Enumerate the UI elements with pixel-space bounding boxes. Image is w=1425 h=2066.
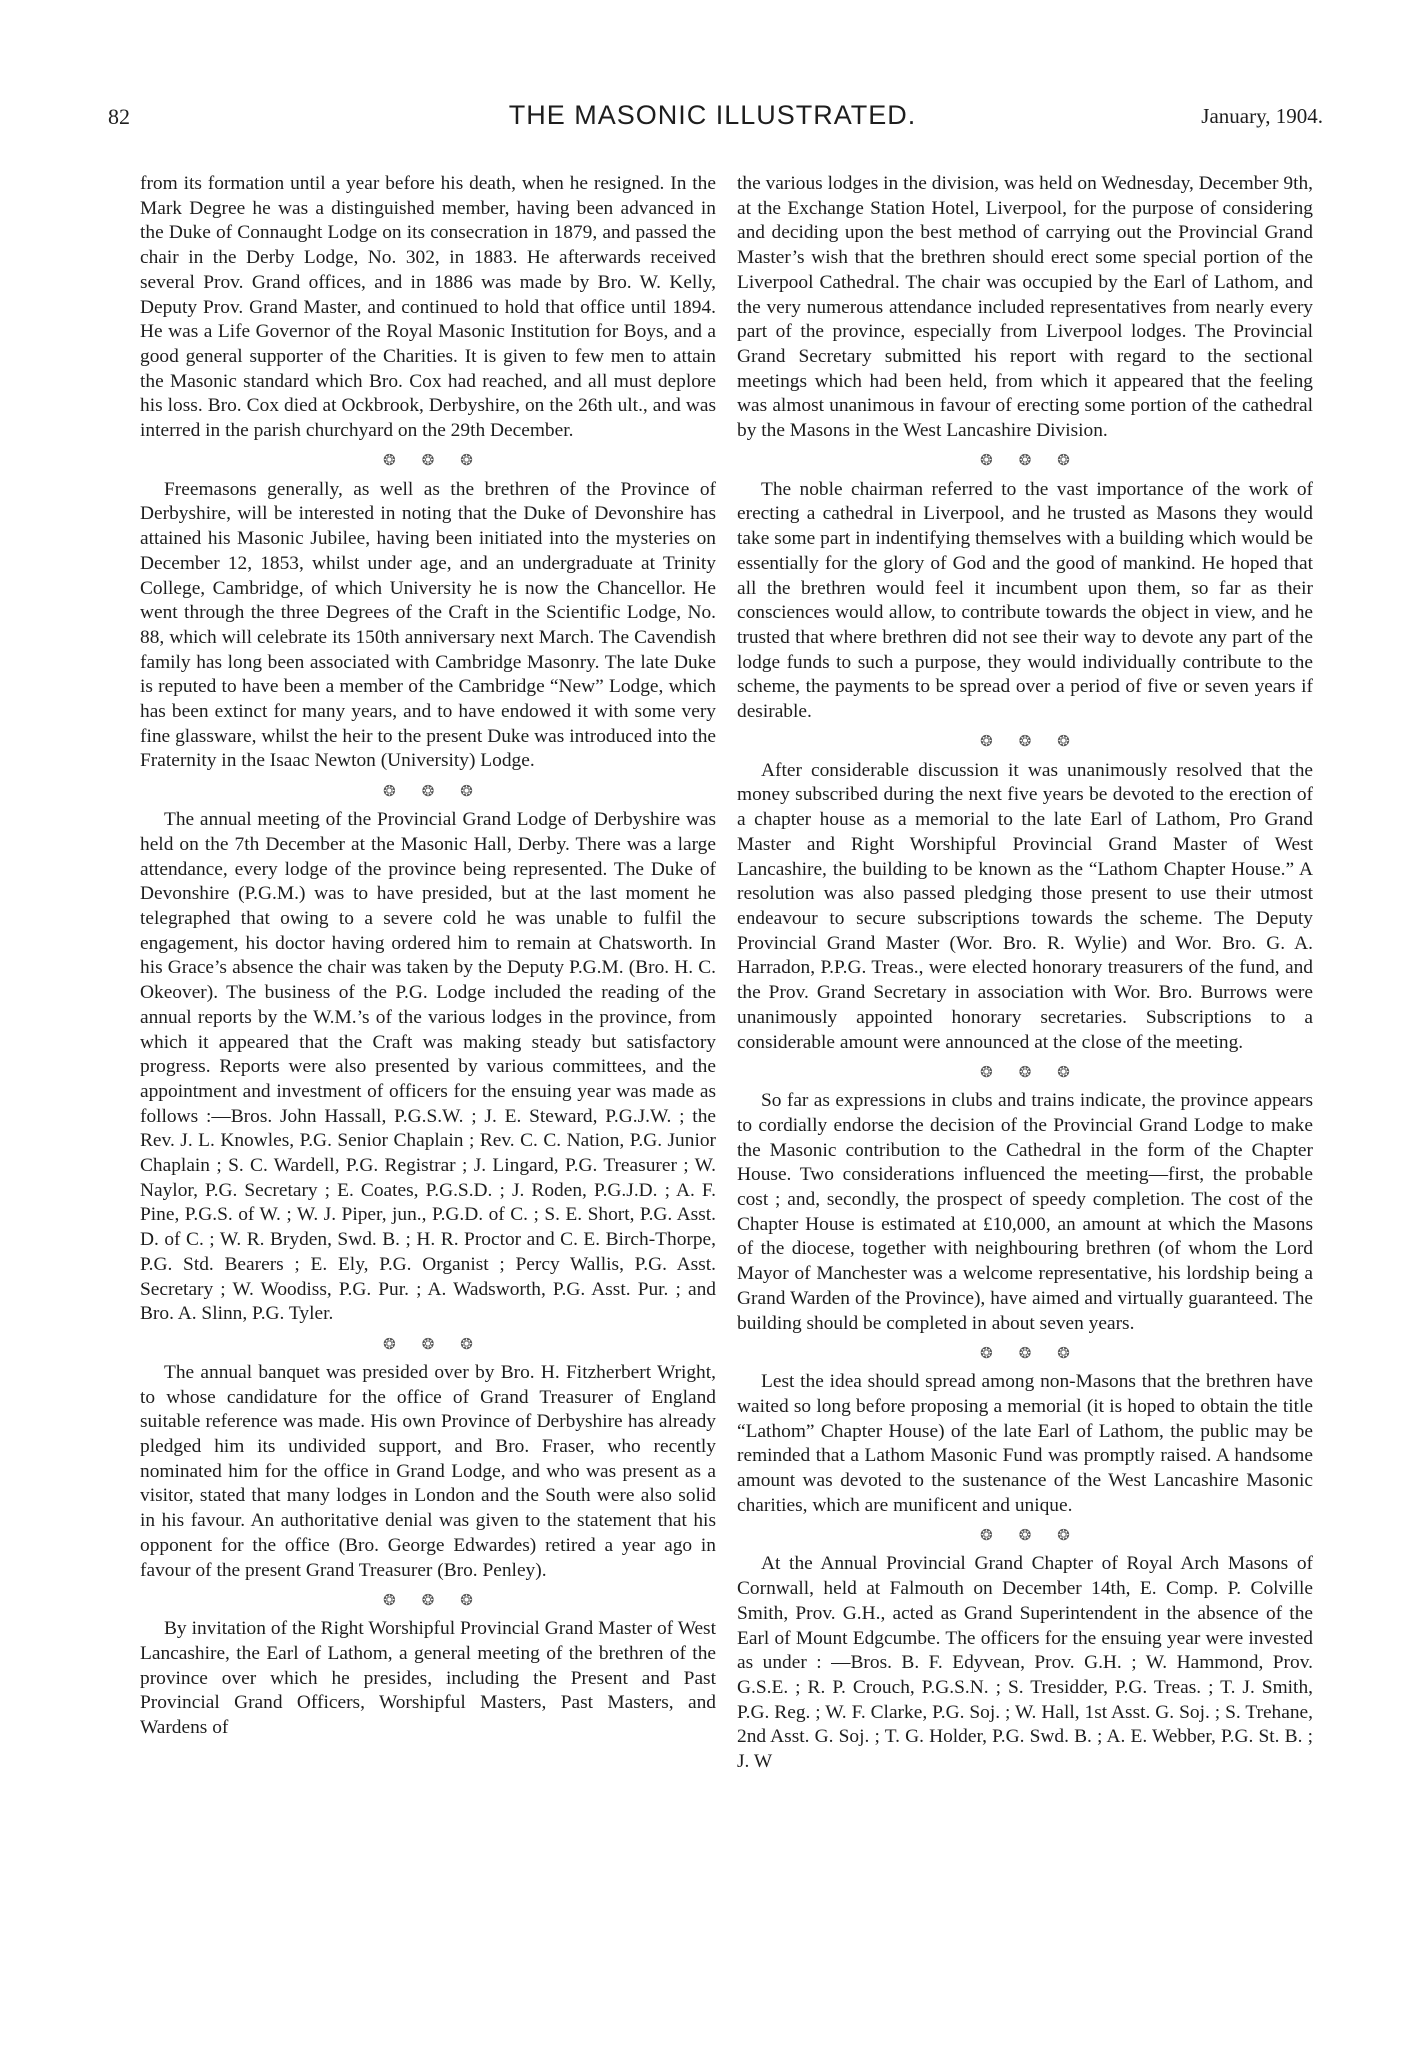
ornament-icon: ❂: [1018, 451, 1032, 470]
section-divider: [140, 774, 716, 808]
ornament-icon: ❂: [1018, 1343, 1032, 1362]
ornament-icon: ❂: [1057, 732, 1070, 751]
section-divider: [737, 725, 1313, 759]
section-divider: [737, 1518, 1313, 1552]
ornament-icon: ❂: [980, 451, 993, 470]
section-divider: [737, 444, 1313, 478]
ornament-icon: ❂: [460, 451, 473, 470]
left-column: [140, 172, 716, 1741]
right-column: [737, 172, 1313, 1775]
ornament-icon: ❂: [1057, 1526, 1070, 1545]
issue-date: January, 1904.: [1201, 104, 1323, 128]
ornament-icon: ❂: [1018, 1526, 1032, 1545]
article-paragraph: Freemasons generally, as well as the brethren of the Province of Derbyshire, will be interested in noting that the Duke of Devonshire has attained his Masonic Jubilee, having been initiated into the mysteries on December 12, 1853, whilst under age, and an undergraduate at Trinity College, Cambridge, of which University he is now the Chancellor. He went through the three Degrees of the Craft in the Scientific Lodge, No. 88, which will celebrate its 150th anniversary next March. The Cavendish family has long been associated with Cambridge Masonry. The late Duke is reputed to have been a member of the Cambridge “New” Lodge, which has been extinct for many years, and to have endowed it with some very fine glassware, whilst the heir to the present Duke was introduced into the Fraternity in the Isaac Newton (University) Lodge.: [140, 478, 716, 772]
article-paragraph: At the Annual Provincial Grand Chapter of Royal Arch Masons of Cornwall, held at Falmouth on December 14th, E. Comp. P. Colville Smith, Prov. G.H., acted as Grand Superintendent in the absence of the Earl of Mount Edgcumbe. The officers for the ensuing year were invested as under : —Bros. B. F. Edyvean, Prov. G.H. ; W. Hammond, Prov. G.S.E. ; R. P. Crouch, P.G.S.N. ; S. Tresidder, P.G. Treas. ; T. J. Smith, P.G. Reg. ; W. F. Clarke, P.G. Soj. ; W. Hall, 1st Asst. G. Soj. ; S. Trehane, 2nd Asst. G. Soj. ; T. G. Holder, P.G. Swd. B. ; A. E. Webber, P.G. St. B. ; J. W: [737, 1553, 1313, 1773]
ornament-icon: ❂: [980, 1062, 993, 1081]
ornament-icon: ❂: [1018, 732, 1032, 751]
article-paragraph: The annual meeting of the Provincial Grand Lodge of Derbyshire was held on the 7th December at the Masonic Hall, Derby. There was a large attendance, every lodge of the province being represented. The Duke of Devonshire (P.G.M.) was to have presided, but at the last moment he telegraphed that owing to a severe cold he was unable to fulfil the engagement, his doctor having ordered him to remain at Chatsworth. In his Grace’s absence the chair was taken by the Deputy P.G.M. (Bro. H. C. Okeover). The business of the P.G. Lodge included the reading of the annual reports by the W.M.’s of the various lodges in the province, from which it appeared that the Craft was making steady but satisfactory progress. Reports were also presented by various committees, and the appointment and investment of officers for the ensuing year was made as follows :—Bros. John Hassall, P.G.S.W. ; J. E. Steward, P.G.J.W. ; the Rev. J. L. Knowles, P.G. Senior Chaplain ; Rev. C. C. Nation, P.G. Junior Chaplain ; S. C. Wardell, P.G. Registrar ; J. Lingard, P.G. Treasurer ; W. Naylor, P.G. Secretary ; E. Coates, P.G.S.D. ; J. Roden, P.G.J.D. ; A. F. Pine, P.G.S. of W. ; W. J. Piper, jun., P.G.D. of C. ; S. E. Short, P.G. Asst. D. of C. ; W. R. Bryden, Swd. B. ; H. R. Proctor and C. E. Birch-Thorpe, P.G. Std. Bearers ; E. Ely, P.G. Organist ; Percy Wallis, P.G. Asst. Secretary ; W. Woodiss, P.G. Pur. ; A. Wadsworth, P.G. Asst. Pur. ; and Bro. A. Slinn, P.G. Tyler.: [140, 809, 716, 1325]
page-number: 82: [108, 104, 130, 129]
ornament-icon: ❂: [421, 1334, 435, 1353]
article-paragraph: The noble chairman referred to the vast importance of the work of erecting a cathedral in Liverpool, and he trusted as Masons they would take some part in indentifying themselves with a building which would be essentially for the glory of God and the good of mankind. He hoped that all the brethren would feel it incumbent upon them, so far as their consciences would allow, to contribute towards the object in view, and he trusted that where brethren did not see their way to devote any part of the lodge funds to such a purpose, they would individually contribute to the scheme, the payments to be spread over a period of five or seven years if desirable.: [737, 478, 1313, 723]
ornament-icon: ❂: [1057, 451, 1070, 470]
section-divider: [140, 1583, 716, 1617]
ornament-icon: ❂: [460, 1334, 473, 1353]
ornament-icon: ❂: [460, 781, 473, 800]
ornament-icon: ❂: [421, 1590, 435, 1609]
ornament-icon: ❂: [1018, 1062, 1032, 1081]
ornament-icon: ❂: [383, 1334, 396, 1353]
ornament-icon: ❂: [421, 451, 435, 470]
article-paragraph: the various lodges in the division, was held on Wednesday, December 9th, at the Exchange Station Hotel, Liverpool, for the purpose of considering and deciding upon the best method of carrying out the Provincial Grand Master’s wish that the brethren should erect some special portion of the Liverpool Cathedral. The chair was occupied by the Earl of Lathom, and the very numerous attendance included representatives from nearly every part of the province, especially from Liverpool lodges. The Provincial Grand Secretary submitted his report with regard to the sectional meetings which had been held, from which it appeared that the feeling was almost unanimous in favour of erecting some portion of the cathedral by the Masons in the West Lancashire Division.: [737, 173, 1313, 442]
section-divider: [737, 1336, 1313, 1370]
article-paragraph: from its formation until a year before his death, when he resigned. In the Mark Degree he was a distinguished member, having been advanced in the Duke of Connaught Lodge on its consecration in 1879, and passed the chair in the Derby Lodge, No. 302, in 1883. He afterwards received several Prov. Grand offices, and in 1886 was made by Bro. W. Kelly, Deputy Prov. Grand Master, and continued to hold that office until 1894. He was a Life Governor of the Royal Masonic Institution for Boys, and a good general supporter of the Charities. It is given to few men to attain the Masonic standard which Bro. Cox had reached, and all must deplore his loss. Bro. Cox died at Ockbrook, Derbyshire, on the 26th ult., and was interred in the parish churchyard on the 29th December.: [140, 173, 716, 442]
ornament-icon: ❂: [1057, 1062, 1070, 1081]
section-divider: [140, 1327, 716, 1361]
section-divider: [140, 444, 716, 478]
article-paragraph: The annual banquet was presided over by Bro. H. Fitzherbert Wright, to whose candidature for the office of Grand Treasurer of England suitable reference was made. His own Province of Derbyshire has already pledged him its undivided support, and Bro. Fraser, who recently nominated him for the office in Grand Lodge, and who was present as a visitor, stated that many lodges in London and the South were also solid in his favour. An authoritative denial was given to the statement that his opponent for the office (Bro. George Edwardes) retired a year ago in favour of the present Grand Treasurer (Bro. Penley).: [140, 1361, 716, 1581]
ornament-icon: ❂: [980, 1343, 993, 1362]
article-paragraph: Lest the idea should spread among non-Masons that the brethren have waited so long before proposing a memorial (it is hoped to obtain the title “Lathom” Chapter House) of the late Earl of Lathom, the public may be reminded that a Lathom Masonic Fund was promptly raised. A handsome amount was devoted to the sustenance of the West Lancashire Masonic charities, which are munificent and unique.: [737, 1371, 1313, 1516]
publication-title: THE MASONIC ILLUSTRATED.: [508, 100, 917, 130]
ornament-icon: ❂: [1057, 1343, 1070, 1362]
page-header: [0, 0, 1425, 140]
ornament-icon: ❂: [383, 451, 396, 470]
section-divider: [737, 1055, 1313, 1089]
ornament-icon: ❂: [980, 732, 993, 751]
ornament-icon: ❂: [980, 1526, 993, 1545]
ornament-icon: ❂: [421, 781, 435, 800]
ornament-icon: ❂: [460, 1590, 473, 1609]
ornament-icon: ❂: [383, 1590, 396, 1609]
article-paragraph: So far as expressions in clubs and trains indicate, the province appears to cordially endorse the decision of the Provincial Grand Lodge to make the Masonic contribution to the Cathedral in the form of the Chapter House. Two considerations influenced the meeting—first, the probable cost ; and, secondly, the prospect of speedy completion. The cost of the Chapter House is estimated at £10,000, an amount at which the Masons of the diocese, together with neighbouring brethren (of whom the Lord Mayor of Manchester was a welcome representative, his lordship being a Grand Warden of the Province), have aimed and virtually guaranteed. The building should be completed in about seven years.: [737, 1090, 1313, 1334]
article-paragraph: By invitation of the Right Worshipful Provincial Grand Master of West Lancashire, the Earl of Lathom, a general meeting of the brethren of the province over which he presides, including the Present and Past Provincial Grand Officers, Worshipful Masters, Past Masters, and Wardens of: [140, 1618, 716, 1739]
ornament-icon: ❂: [383, 781, 396, 800]
article-paragraph: After considerable discussion it was unanimously resolved that the money subscribed during the next five years be devoted to the erection of a chapter house as a memorial to the late Earl of Lathom, Pro Grand Master and Right Worshipful Provincial Grand Master of West Lancashire, the building to be known as the “Lathom Chapter House.” A resolution was also passed pledging those present to use their utmost endeavour to secure subscriptions towards the scheme. The Deputy Provincial Grand Master (Wor. Bro. R. Wylie) and Wor. Bro. G. A. Harradon, P.P.G. Treas., were elected honorary treasurers of the fund, and the Prov. Grand Secretary in association with Wor. Bro. Burrows were unanimously appointed honorary secretaries. Subscriptions to a considerable amount were announced at the close of the meeting.: [737, 759, 1313, 1053]
